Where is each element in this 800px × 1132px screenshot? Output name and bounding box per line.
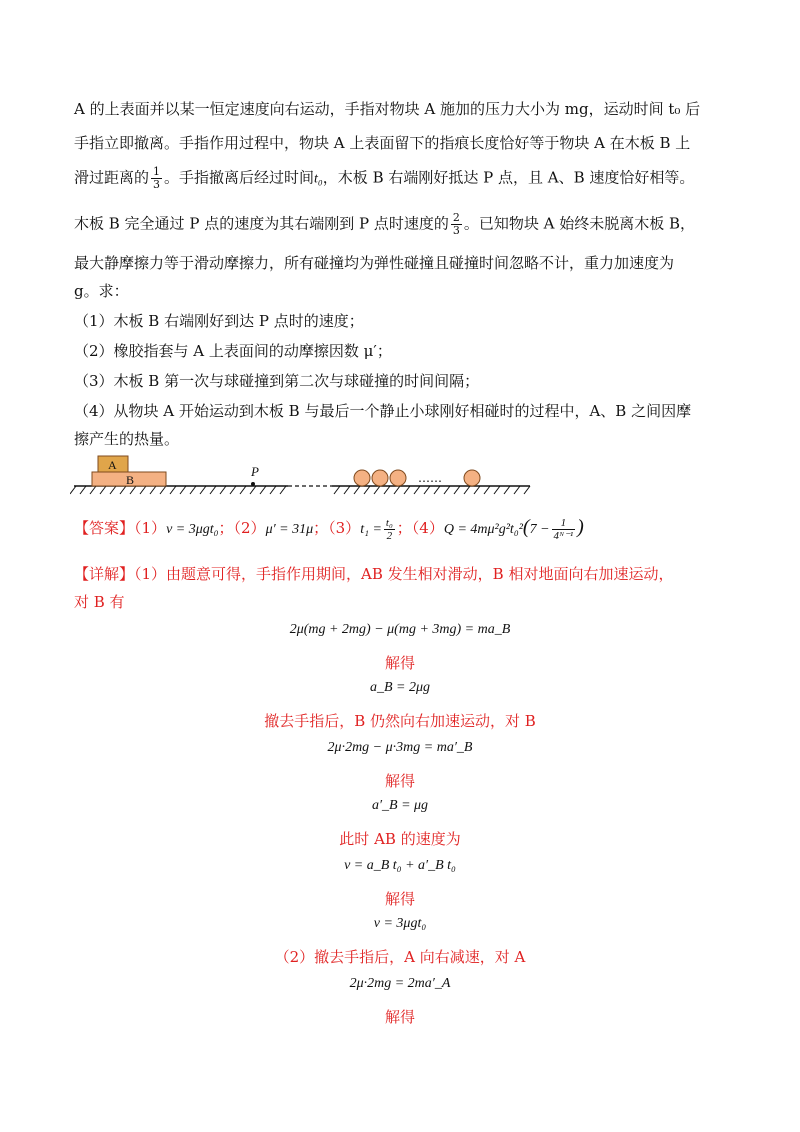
point-p-label: P [251,464,259,479]
ball-1 [354,470,370,486]
fraction-two-thirds: $\frac{2}{3}$ [452,211,460,237]
answer-4-inner: 7 − [529,522,550,537]
ball-2 [372,470,388,486]
equation-5: v = a_B t₀ + a′_B t₀ [344,858,456,873]
line4-pre: 木板 B 完全通过 P 点的速度为其右端刚到 P 点时速度的 [74,214,449,233]
physics-diagram [70,452,540,498]
line3-post: ，木板 B 右端刚好抵达 P 点，且 A、B 速度恰好相等。 [322,168,695,187]
line3-mid: 。手指撤离后经过时间 [164,168,315,187]
answer-1-index: （1） [134,519,167,537]
answer-label: 【答案】 [74,519,135,537]
answer-4-lparen: ( [522,516,530,538]
answer-1: v = 3μgt₀ [166,522,219,537]
ball-last [464,470,480,486]
equation-1: 2μ(mg + 2mg) − μ(mg + 3mg) = ma_B [289,622,511,637]
answer-4-prefix: Q = 4mμ²g²t₀² [443,522,523,537]
line3-pre: 滑过距离的 [74,168,150,187]
solution-text-2: 撤去手指后，B 仍然向右加速运动，对 B [264,712,536,730]
line4-post: 。已知物块 A 始终未脱离木板 B， [463,214,695,233]
block-a-label: A [108,458,117,472]
solution-text-1: 解得 [384,654,415,672]
answer-2: μ′ = 31μ [265,522,314,537]
problem-line-3 [74,166,734,191]
solution-text-3: 解得 [384,772,415,790]
equation-4: a′_B = μg [371,798,429,813]
equation-7: 2μ·2mg = 2ma′_A [349,976,451,991]
question-2: （2）橡胶指套与 A 上表面间的动摩擦因数 μ′； [74,342,392,360]
problem-line-2: 手指立即撤离。手指作用过程中，物块 A 上表面留下的指痕长度恰好等于物块 A 在木板 B 上 [74,134,691,152]
equation-3: 2μ·2mg − μ·3mg = ma′_B [327,740,473,755]
solution-label: 【详解】 [74,565,135,583]
fraction-one-third: $\frac{1}{3}$ [153,165,161,191]
solution-intro [74,563,734,585]
question-4b: 擦产生的热量。 [74,430,180,448]
question-4a: （4）从物块 A 开始运动到木板 B 与最后一个静止小球刚好相碰时的过程中，A、B 之间因摩 [74,402,692,420]
solution-text-4: 此时 AB 的速度为 [339,830,461,848]
answer-3-lhs: t₁ = [360,522,382,537]
ball-3 [390,470,406,486]
problem-line-1: A 的上表面并以某一恒定速度向右运动，手指对物块 A 施加的压力大小为 mg，运动时间 t₀ 后 [74,100,701,118]
question-1: （1）木板 B 右端刚好到达 P 点时的速度； [74,312,364,330]
answer-2-index: ；（2） [218,519,266,537]
answer-4-index: ；（4） [396,519,444,537]
answer-4-fraction: $\frac{1}{\text{4ᴺ⁻¹}}$ [553,516,574,542]
answer-4-rparen: ) [577,516,584,538]
answer-line [74,516,734,542]
line3-t0: t₀ [314,171,323,187]
equation-6: v = 3μgt₀ [373,916,427,931]
ellipsis-dots: …… [418,471,442,485]
question-3: （3）木板 B 第一次与球碰撞到第二次与球碰撞的时间间隔； [74,372,480,390]
solution-intro-2: 对 B 有 [74,593,125,611]
solution-text-6: （2）撤去手指后，A 向右减速，对 A [274,948,526,966]
solution-text-7: 解得 [384,1008,415,1026]
answer-3-index: ；（3） [313,519,361,537]
solution-text-5: 解得 [384,890,415,908]
ground-hatching [70,486,530,494]
point-p-dot [251,482,255,486]
solution-intro-text: （1）由题意可得，手指作用期间，AB 发生相对滑动，B 相对地面向右加速运动， [134,565,674,583]
problem-line-4 [74,212,734,237]
equation-2: a_B = 2μg [369,680,431,695]
board-b-label: B [126,473,135,487]
answer-3-fraction: $\frac{\text{t₀}}{2}$ [385,516,393,542]
problem-line-6: g。求： [74,282,129,300]
problem-line-5: 最大静摩擦力等于滑动摩擦力，所有碰撞均为弹性碰撞且碰撞时间忽略不计，重力加速度为 [74,254,675,272]
